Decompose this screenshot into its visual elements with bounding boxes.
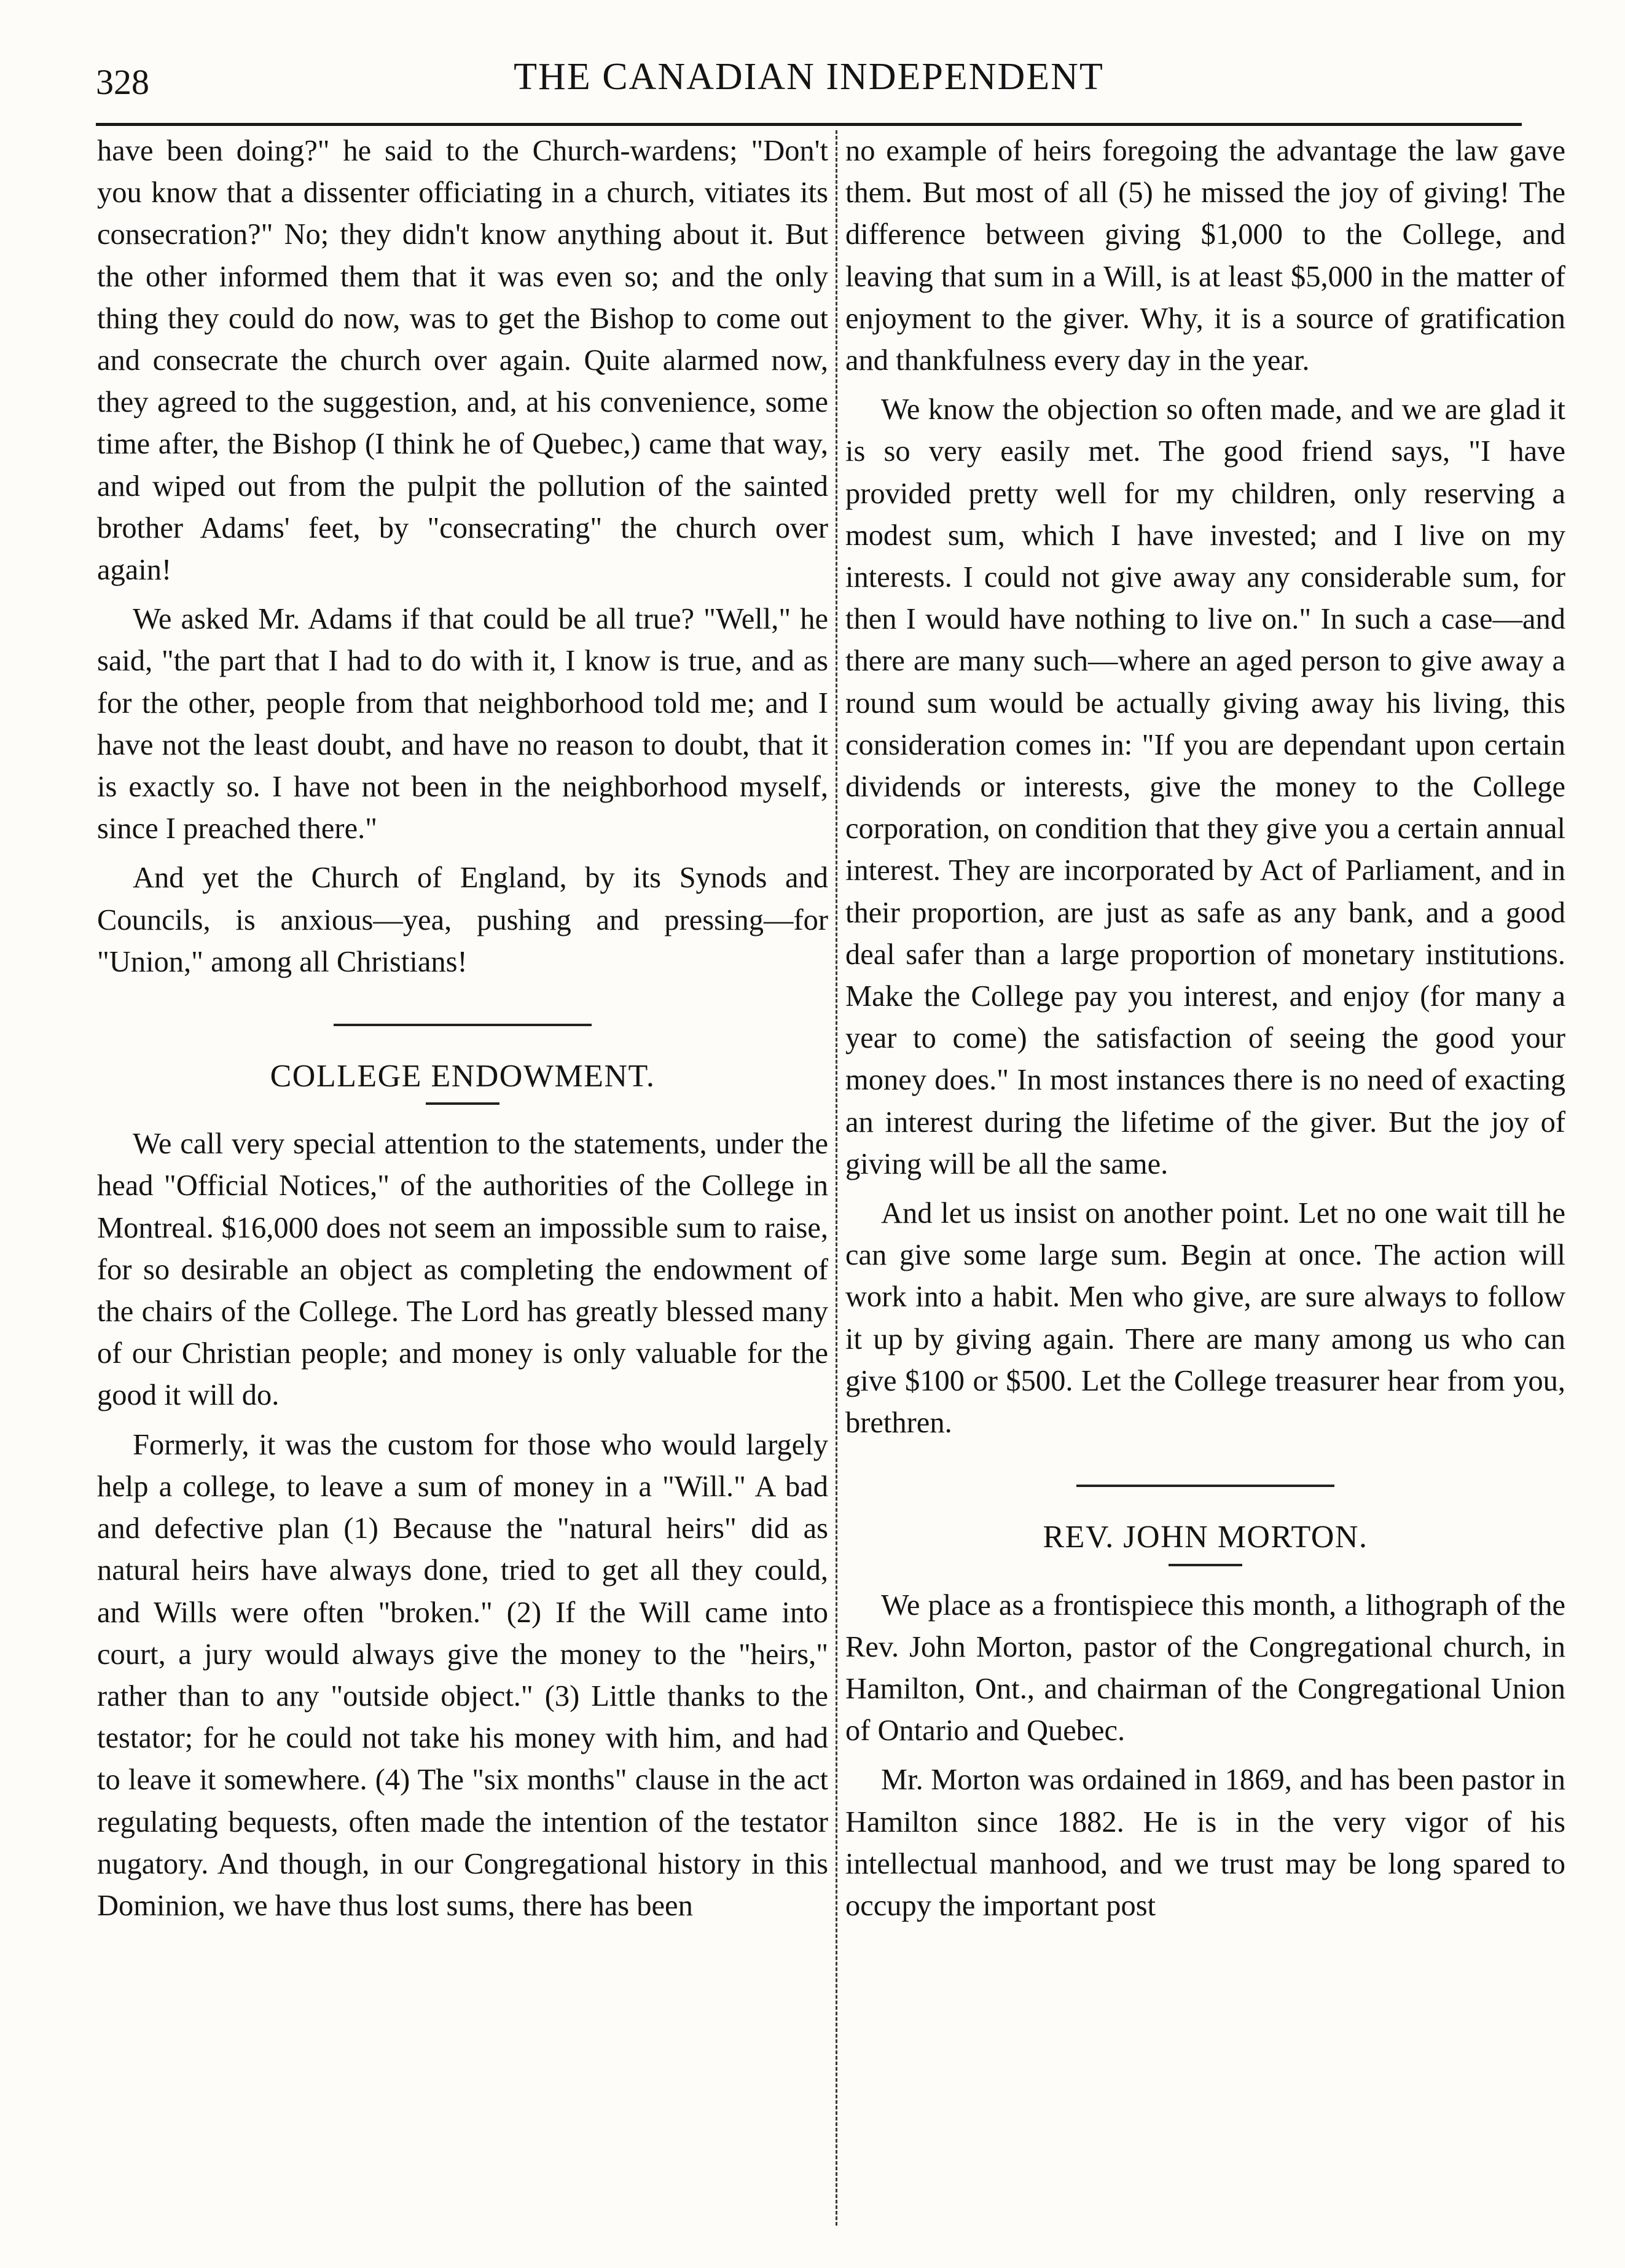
column-divider [836,130,837,2226]
section-heading: COLLEGE ENDOWMENT. [270,1059,656,1094]
paragraph: We asked Mr. Adams if that could be all true? "Well," he said, "the part that I had to do with it, I know is true, and as for the other, people from that neighborhood told me; and I have not the least doubt, and have no reason to doubt, that it is exactly so. I have not been in the neighborhood myself, since I preached there." [97,603,828,846]
paragraph: Formerly, it was the custom for those who would largely help a college, to leave a sum of money in a "Will." A bad and defective plan (1) Because the "natural heirs" did as natural heirs have always done, tried to get all they could, and Wills were often "broken." (2) If the Will came into court, a jury would always give the money to the "heirs," rather than to any "outside object." (3) Little thanks to the testator; for he could not take his money with him, and had to leave it somewhere. (4) The "six months" clause in the act regulating bequests, often made the intention of the testator nugatory. And though, in our Congregational history in this Dominion, we have thus lost sums, there has been [97,1428,828,1922]
paragraph: We know the objection so often made, and we are glad it is so very easily met. The good friend says, "I have provided pretty well for my children, only reserving a modest sum, which I have invested; and I live on my interests. I could not give away any considerable sum, for then I would have nothing to live on." In such a case—and there are many such—where an aged person to give away a round sum would be actually giving away his living, this consideration comes in: "If you are dependant upon certain dividends or interests, give the money to the College corporation, on condition that they give you a certain annual interest. They are incorporated by Act of Parliament, and in their proportion, are just as safe as any bank, and a good deal safer than a large proportion of monetary institutions. Make the College pay you interest, and enjoy (for many a year to come) the satisfaction of seeing the good your money does." In most instances there is no need of exacting an interest during the lifetime of the giver. But the joy of giving will be all the same. [845,393,1565,1180]
running-header [96,55,1522,126]
right-column [845,130,1565,1934]
page-number: 328 [96,62,149,102]
paragraph: We call very special attention to the statements, under the head "Official Notices," of the authorities of the College in Montreal. $16,000 does not seem an impossible sum to raise, for so desirable an object as completing the endowment of the chairs of the College. The Lord has greatly blessed many of our Christian people; and money is only valuable for the good it will do. [97,1128,828,1412]
paragraph: no example of heirs foregoing the advantage the law gave them. But most of all (5) he missed the joy of giving! The difference between giving $1,000 to the College, and leaving that sum in a Will, is at least $5,000 in the matter of enjoyment to the giver. Why, it is a source of gratification and thankfulness every day in the year. [845,135,1565,377]
paragraph: Mr. Morton was ordained in 1869, and has been pastor in Hamilton since 1882. He is in the very vigor of his intellectual manhood, and we trust may be long spared to occupy the important post [845,1764,1565,1922]
heading-rule [1169,1564,1242,1566]
paragraph: And let us insist on another point. Let no one wait till he can give some large sum. Begin at once. The action will work into a habit. Men who give, are sure always to follow it up by giving again. There are many among us who can give $100 or $500. Let the College treasurer hear from you, brethren. [845,1197,1565,1440]
section-heading: REV. JOHN MORTON. [1043,1520,1368,1555]
section-divider [1076,1485,1334,1487]
section-divider [334,1024,592,1026]
paragraph: have been doing?" he said to the Church-wardens; "Don't you know that a dissenter officiating in a church, vitiates its consecration?" No; they didn't know anything about it. But the other informed them that it was even so; and the only thing they could do now, was to get the Bishop to come out and consecrate the church over again. Quite alarmed now, they agreed to the suggestion, and, at his convenience, some time after, the Bishop (I think he of Quebec,) came that way, and wiped out from the pulpit the pollution of the sainted brother Adams' feet, by "consecrating" the church over again! [97,135,828,587]
paragraph: We place as a frontispiece this month, a lithograph of the Rev. John Morton, pastor of the Congregational church, in Hamilton, Ont., and chairman of the Congregational Union of Ontario and Quebec. [845,1588,1565,1748]
paragraph: And yet the Church of England, by its Synods and Councils, is anxious—yea, pushing and pressing—for "Union," among all Christians! [97,861,828,978]
running-title: THE CANADIAN INDEPENDENT [514,56,1104,98]
heading-rule [426,1102,499,1105]
left-column [97,130,828,1934]
